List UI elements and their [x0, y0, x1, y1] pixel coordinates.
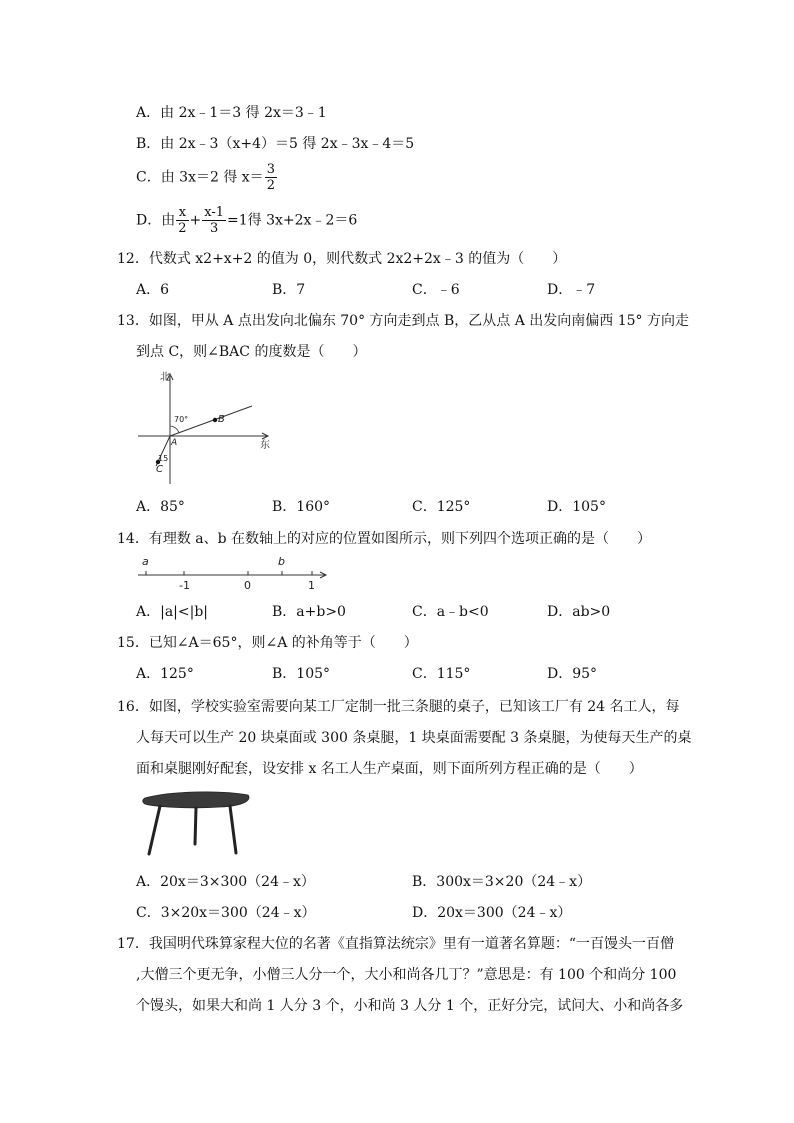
point-b — [213, 418, 217, 422]
q16-option-a: A．20x＝3×300（24﹣x） — [136, 874, 315, 890]
fraction: $\frac{x-1}{3}$ — [204, 205, 225, 236]
angle-15-label: 15 — [158, 454, 169, 463]
three-leg-table-image — [140, 790, 254, 860]
q12-option-d: D．﹣7 — [547, 282, 596, 298]
fraction: $\frac{x}{2}$ — [178, 205, 187, 236]
q13-option-c: C．125° — [412, 499, 471, 515]
q14-stem: 14．有理数 a、b 在数轴上的对应的位置如图所示，则下列四个选项正确的是（ ） — [117, 531, 652, 547]
q16-stem-line-1: 16．如图，学校实验室需要向某工厂定制一批三条腿的桌子，已知该工厂有 24 名工人，每 — [117, 699, 680, 715]
q13-option-b: B．160° — [272, 499, 331, 515]
q15-stem: 15．已知∠A＝65°，则∠A 的补角等于（ ） — [117, 635, 418, 651]
q13-stem-line-2: 到点 C，则∠BAC 的度数是（ ） — [136, 344, 367, 360]
q12-option-c: C．﹣6 — [412, 282, 460, 298]
label-a: a — [142, 555, 149, 568]
point-c-label: C — [156, 464, 163, 475]
q12-stem: 12．代数式 x2+x+2 的值为 0，则代数式 2x2+2x﹣3 的值为（ ） — [117, 251, 567, 267]
q11-option-d: D．由 $\frac{x}{2}$ + $\frac{x-1}{3}$ =1得 3x+2x﹣2＝6 — [136, 205, 358, 236]
q15-option-b: B．105° — [272, 666, 331, 682]
q13-option-d: D．105° — [547, 499, 606, 515]
q11-option-a: A．由 2x﹣1＝3 得 2x＝3﹣1 — [136, 105, 327, 121]
q11-option-c: C．由 3x＝2 得 x＝ $\frac{3}{2}$ — [136, 162, 275, 193]
q16-option-b: B．300x＝3×20（24﹣x） — [412, 874, 592, 890]
q15-option-c: C．115° — [412, 666, 471, 682]
east-label: 东 — [260, 440, 270, 451]
q13-stem-line-1: 13．如图，甲从 A 点出发向北偏东 70° 方向走到点 B，乙从点 A 出发向南偏西 15° 方向走 — [117, 313, 690, 329]
angle-70-label: 70° — [174, 415, 189, 424]
q14-option-a: A．|a|<|b| — [136, 604, 209, 620]
q12-option-a: A．6 — [136, 282, 170, 298]
fraction: $\frac{3}{2}$ — [266, 162, 275, 193]
q17-stem-line-2: ,大僧三个更无争，小僧三人分一个，大小和尚各几丁？”意思是：有 100 个和尚分 100 — [136, 967, 677, 983]
north-label: 北 — [160, 372, 170, 383]
q14-option-b: B．a+b>0 — [272, 604, 346, 620]
q14-number-line — [136, 552, 336, 592]
label-1: 1 — [308, 579, 315, 592]
angle-70-arc — [170, 426, 179, 433]
q13-direction-figure — [136, 368, 276, 490]
q15-option-a: A．125° — [136, 666, 194, 682]
table-leg-right — [230, 806, 236, 853]
q17-stem-line-1: 17．我国明代珠算家程大位的名著《直指算法统宗》里有一道著名算题：“一百馒头一百僧 — [117, 936, 674, 952]
q13-option-a: A．85° — [136, 499, 185, 515]
q16-stem-line-2: 人每天可以生产 20 块桌面或 300 条桌腿，1 块桌面需要配 3 条桌腿，为使每天生产的桌 — [136, 730, 692, 746]
q11-option-b: B．由 2x﹣3（x+4）＝5 得 2x﹣3x﹣4＝5 — [136, 136, 415, 152]
q16-stem-line-3: 面和桌腿刚好配套，设安排 x 名工人生产桌面，则下面所列方程正确的是（ ） — [136, 761, 643, 777]
q16-option-c: C．3×20x＝300（24﹣x） — [136, 905, 316, 921]
label-minus-1: -1 — [179, 579, 190, 592]
table-leg-left — [149, 806, 160, 854]
q17-stem-line-3: 个馒头，如果大和尚 1 人分 3 个，小和尚 3 人分 1 个，正好分完，试问大、小和尚各多 — [136, 998, 684, 1014]
point-b-label: B — [218, 414, 225, 425]
table-leg-middle — [195, 808, 196, 844]
q14-option-c: C．a﹣b<0 — [412, 604, 489, 620]
label-b: b — [278, 555, 285, 568]
q12-option-b: B．7 — [272, 282, 306, 298]
q15-option-d: D．95° — [547, 666, 598, 682]
label-0: 0 — [244, 579, 251, 592]
q16-option-d: D．20x＝300（24﹣x） — [412, 905, 572, 921]
q14-option-d: D．ab>0 — [547, 604, 611, 620]
point-a-label: A — [171, 438, 178, 448]
